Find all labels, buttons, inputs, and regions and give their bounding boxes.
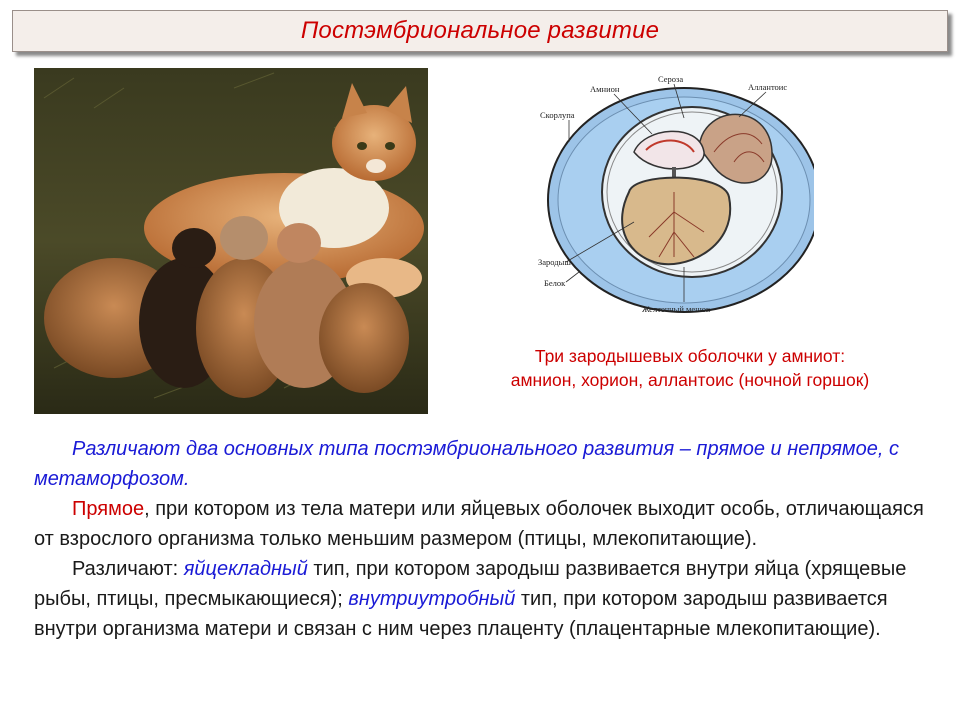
label-albumen: Белок (544, 278, 566, 288)
label-seroza: Сероза (658, 74, 684, 84)
page-title: Постэмбриональное развитие (300, 17, 660, 44)
diagram-caption (452, 344, 928, 392)
paragraph-direct-text: , при котором из тела матери или яйцевых оболочек выходит особь, отличающаяся от взрослого организма только меньшим размером (птицы, млекопитающие). (34, 498, 924, 550)
term-viviparous: внутриутробный (348, 588, 516, 610)
caption-line-2: амнион, хорион, аллантоис (ночной горшок) (510, 370, 870, 390)
amniotic-egg-diagram (534, 72, 814, 324)
paragraph-subtypes-end: тип, при котором зародыш развивается внутри организма матери и связан с ним через плаценту (плацентарные млекопитающие). (34, 588, 888, 640)
egg-diagram-illustration (534, 72, 814, 324)
label-embryo: Зародыш (538, 257, 571, 267)
cat-nursing-kittens-photo (34, 68, 428, 414)
paragraph-subtypes-mid: тип, при котором зародыш развивается внутри яйца (хрящевые рыбы, птицы, пресмыкающиеся); (34, 558, 907, 610)
term-oviparous: яйцекладный (183, 558, 308, 580)
paragraph-types: Различают два основных типа постэмбрионального развития – прямое и непрямое, с метаморфозом. (34, 438, 900, 490)
title-box (12, 10, 948, 52)
label-shell: Скорлупа (540, 110, 575, 120)
label-amnion: Амнион (590, 84, 620, 94)
body-text (34, 434, 934, 644)
paragraph-subtypes (34, 554, 934, 644)
label-yolk-sac: Желточный мешок (642, 304, 711, 314)
caption-line-1: Три зародышевых оболочки у амниот: (534, 346, 846, 366)
term-direct: Прямое (72, 498, 145, 520)
paragraph-direct (34, 494, 934, 554)
label-allantois: Аллантоис (748, 82, 788, 92)
cat-photo-illustration (34, 68, 428, 414)
paragraph-subtypes-intro: Различают: (72, 558, 184, 580)
